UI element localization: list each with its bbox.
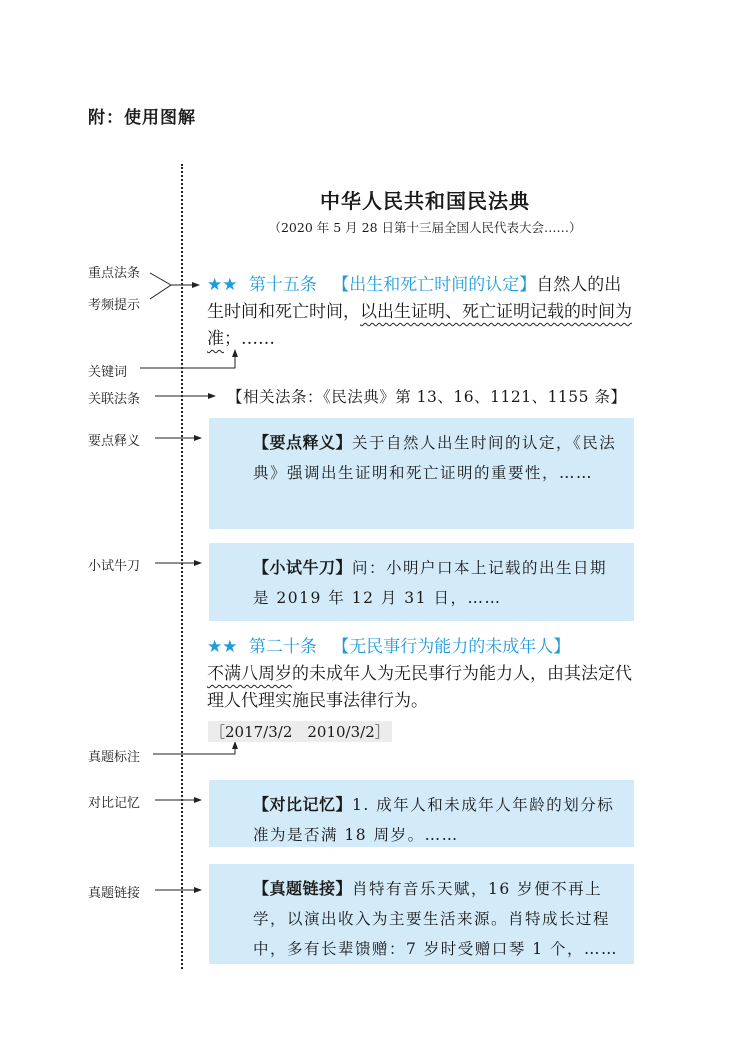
practice-label: 【小试牛刀】 — [253, 558, 353, 577]
label-related-articles: 关联法条 — [88, 392, 141, 407]
label-practice: 小试牛刀 — [88, 559, 141, 574]
label-keywords: 关键词 — [88, 365, 128, 380]
article-heading: 【无民事行为能力的未成年人】 — [332, 637, 571, 657]
label-comparison-memory: 对比记忆 — [88, 796, 141, 811]
exam-link-text: 肖特有音乐天赋，16 岁便不再上学，以演出收入为主要生活来源。肖特成长过程中，多有长辈馈赠：7 岁时受赠口琴 1 个，…… — [253, 880, 619, 958]
comparison-text: 1. 成年人和未成年人年龄的划分标准为是否满 18 周岁。…… — [253, 796, 615, 844]
article-text: 的未成年人为无民事行为能力人，由其法定代理人代理实施民事法律行为。 — [207, 664, 632, 711]
exam-link-label: 【真题链接】 — [253, 879, 353, 898]
comparison-label: 【对比记忆】 — [253, 795, 353, 814]
explanation-box — [209, 418, 634, 529]
keyword-underlined: 不满八周岁 — [207, 664, 292, 684]
exam-link-box — [209, 864, 634, 964]
practice-box — [209, 543, 634, 621]
label-exam-frequency: 考频提示 — [88, 298, 141, 313]
document-subtitle: （2020 年 5 月 28 日第十三届全国人民代表大会……） — [268, 220, 582, 235]
article-heading: 【出生和死亡时间的认定】 — [332, 275, 537, 295]
label-exam-marks: 真题标注 — [88, 750, 141, 765]
keyword-underlined: 以出生证明、死亡证明记载的时间为准 — [207, 302, 632, 349]
label-key-article: 重点法条 — [88, 266, 141, 281]
star-rating: ★★ — [207, 637, 238, 657]
label-exam-link: 真题链接 — [88, 886, 141, 901]
page-heading: 附：使用图解 — [88, 108, 196, 128]
practice-text: 问：小明户口本上记载的出生日期是 2019 年 12 月 31 日，…… — [253, 559, 608, 607]
explanation-label: 【要点释义】 — [253, 433, 353, 452]
related-articles: 【相关法条：《民法典》第 13、16、1121、1155 条】 — [227, 388, 627, 406]
article-number: 第二十条 — [248, 637, 317, 657]
article-text: 自然人的出生时间和死亡时间， — [207, 275, 622, 322]
document-title: 中华人民共和国民法典 — [320, 189, 530, 213]
article-number: 第十五条 — [248, 275, 317, 295]
comparison-box — [209, 780, 634, 847]
article-text-end: ；…… — [224, 329, 275, 349]
label-key-explanation: 要点释义 — [88, 434, 141, 449]
exam-marks: ［2017/3/2 2010/3/2］ — [210, 723, 390, 741]
explanation-text: 关于自然人出生时间的认定，《民法典》强调出生证明和死亡证明的重要性，…… — [253, 434, 617, 482]
article-15 — [207, 272, 637, 353]
star-rating: ★★ — [207, 275, 238, 295]
article-20 — [207, 634, 637, 715]
